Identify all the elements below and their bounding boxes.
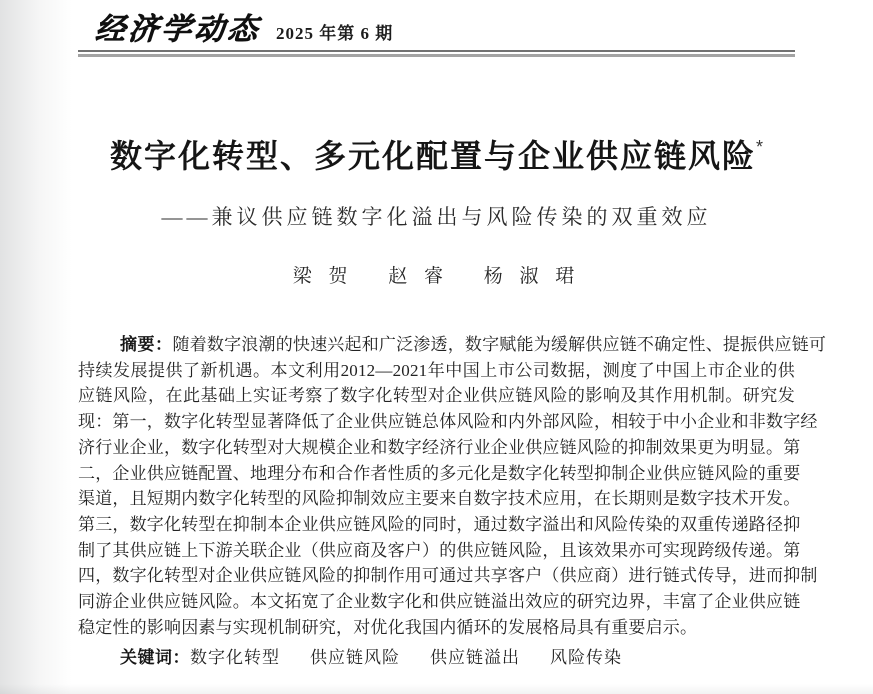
header-divider-rule (78, 50, 795, 57)
abstract-label: 摘要： (120, 335, 173, 354)
journal-header (95, 14, 795, 46)
keywords-line (78, 645, 795, 671)
keyword: 供应链溢出 (430, 648, 520, 668)
abstract-line-text: 随着数字浪潮的快速兴起和广泛渗透，数字赋能为缓解供应链不确定性、提振供应链可 (172, 335, 827, 354)
abstract-line: 持续发展提供了新机遇。本文利用2012—2021年中国上市公司数据，测度了中国上市企业的供 (78, 360, 795, 380)
author-line (78, 264, 795, 290)
abstract-line: 第三，数字化转型在抑制本企业供应链风险的同时，通过数字溢出和风险传染的双重传递路径抑 (78, 514, 801, 534)
abstract-line: 应链风险，在此基础上实证考察了数字化转型对企业供应链风险的影响及其作用机制。研究发 (78, 386, 795, 406)
title-footnote-marker: * (756, 137, 764, 157)
abstract-line: 四，数字化转型对企业供应链风险的抑制作用可通过共享客户（供应商）进行链式传导，进而抑制 (78, 566, 818, 586)
keyword: 数字化转型 (190, 648, 280, 668)
abstract-block (78, 332, 827, 640)
article-title (78, 127, 795, 176)
abstract-line: 渠道，且短期内数字化转型的风险抑制效应主要来自数字技术应用，在长期则是数字技术开发。 (78, 489, 801, 509)
keywords-label: 关键词： (120, 648, 190, 668)
abstract-line: 二，企业供应链配置、地理分布和合作者性质的多元化是数字化转型抑制企业供应链风险的重要 (78, 463, 801, 483)
article-subtitle: ——兼议供应链数字化溢出与风险传染的双重效应 (161, 205, 712, 229)
abstract-line: 同游企业供应链风险。本文拓宽了企业数字化和供应链溢出效应的研究边界，丰富了企业供应链 (78, 592, 801, 612)
keyword: 供应链风险 (310, 648, 400, 668)
abstract-line: 制了其供应链上下游关联企业（供应商及客户）的供应链风险，且该效果亦可实现跨级传递。第 (78, 540, 801, 560)
abstract-line: 稳定性的影响因素与实现机制研究，对优化我国内循环的发展格局具有重要启示。 (78, 617, 698, 637)
journal-issue: 2025 年第 6 期 (276, 24, 394, 43)
abstract-line: 济行业企业，数字化转型对大规模企业和数字经济行业企业供应链风险的抑制效果更为明显。第 (78, 437, 801, 457)
journal-logo: 经济学动态 (93, 13, 262, 46)
author-name: 梁 贺 (292, 266, 354, 287)
author-name: 杨 淑 珺 (483, 266, 581, 287)
keyword: 风险传染 (550, 648, 622, 668)
author-name: 赵 睿 (388, 266, 449, 287)
article-title-text: 数字化转型、多元化配置与企业供应链风险 (109, 138, 756, 174)
abstract-line (78, 332, 827, 358)
abstract-line: 现：第一，数字化转型显著降低了企业供应链总体风险和内外部风险，相较于中小企业和非数字经 (78, 412, 818, 432)
